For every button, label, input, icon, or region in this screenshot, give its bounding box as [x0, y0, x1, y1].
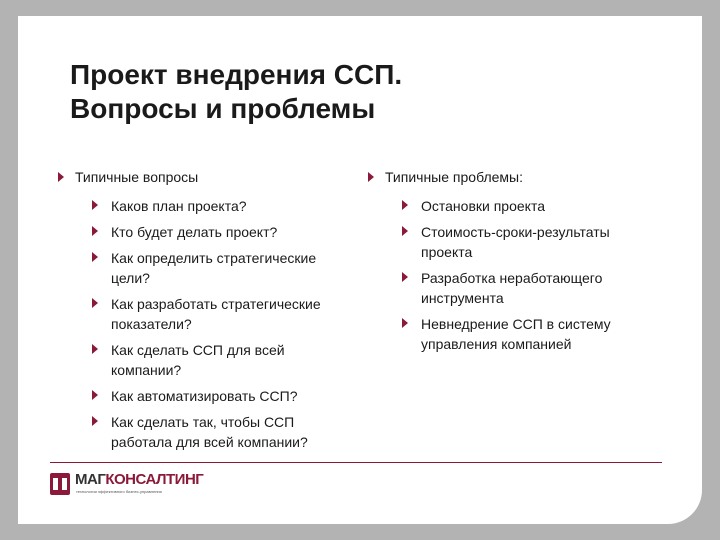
- mag-logo-icon: [50, 473, 70, 495]
- logo-name-part2: КОНСАЛТИНГ: [105, 471, 204, 488]
- triangle-bullet-icon: [402, 200, 408, 210]
- left-column: [58, 168, 358, 458]
- list-item: [92, 222, 358, 242]
- list-item: [92, 248, 358, 288]
- footer-divider: [50, 462, 662, 463]
- list-item-text: Как сделать так, чтобы ССП работала для всей компании?: [111, 414, 308, 450]
- list-item: [402, 314, 658, 354]
- list-item-text: Кто будет делать проект?: [111, 224, 278, 240]
- company-logo: [50, 472, 210, 498]
- title-line-1: Проект внедрения ССП.: [70, 59, 403, 90]
- right-heading: Типичные проблемы:: [385, 169, 523, 185]
- list-item-text: Каков план проекта?: [111, 198, 247, 214]
- list-item: [92, 196, 358, 216]
- triangle-bullet-icon: [368, 172, 374, 182]
- logo-name: [75, 472, 203, 487]
- list-item: [402, 222, 658, 262]
- list-item-text: Остановки проекта: [421, 198, 545, 214]
- list-item: [92, 340, 358, 380]
- triangle-bullet-icon: [92, 344, 98, 354]
- list-item: [402, 196, 658, 216]
- right-column: [368, 168, 658, 360]
- list-item: [92, 386, 358, 406]
- list-item-text: Невнедрение ССП в систему управления компанией: [421, 316, 611, 352]
- triangle-bullet-icon: [402, 226, 408, 236]
- triangle-bullet-icon: [92, 390, 98, 400]
- list-item: [402, 268, 658, 308]
- list-item-text: Разработка неработающего инструмента: [421, 270, 603, 306]
- list-item-text: Как разработать стратегические показатели?: [111, 296, 321, 332]
- triangle-bullet-icon: [92, 252, 98, 262]
- list-item-text: Стоимость-сроки-результаты проекта: [421, 224, 610, 260]
- list-item-text: Как определить стратегические цели?: [111, 250, 317, 286]
- left-heading: Типичные вопросы: [75, 169, 199, 185]
- triangle-bullet-icon: [402, 272, 408, 282]
- list-item: [92, 294, 358, 334]
- logo-tagline: технологии эффективного бизнес-управления: [76, 489, 162, 494]
- triangle-bullet-icon: [92, 298, 98, 308]
- triangle-bullet-icon: [92, 226, 98, 236]
- triangle-bullet-icon: [58, 172, 64, 182]
- list-item-text: Как автоматизировать ССП?: [111, 388, 298, 404]
- triangle-bullet-icon: [92, 416, 98, 426]
- triangle-bullet-icon: [402, 318, 408, 328]
- logo-name-part1: МАГ: [75, 471, 106, 488]
- triangle-bullet-icon: [92, 200, 98, 210]
- right-heading-item: [368, 168, 658, 186]
- left-heading-item: [58, 168, 358, 186]
- slide-title: [70, 58, 630, 126]
- title-line-2: Вопросы и проблемы: [70, 93, 376, 124]
- list-item-text: Как сделать ССП для всей компании?: [111, 342, 285, 378]
- list-item: [92, 412, 358, 452]
